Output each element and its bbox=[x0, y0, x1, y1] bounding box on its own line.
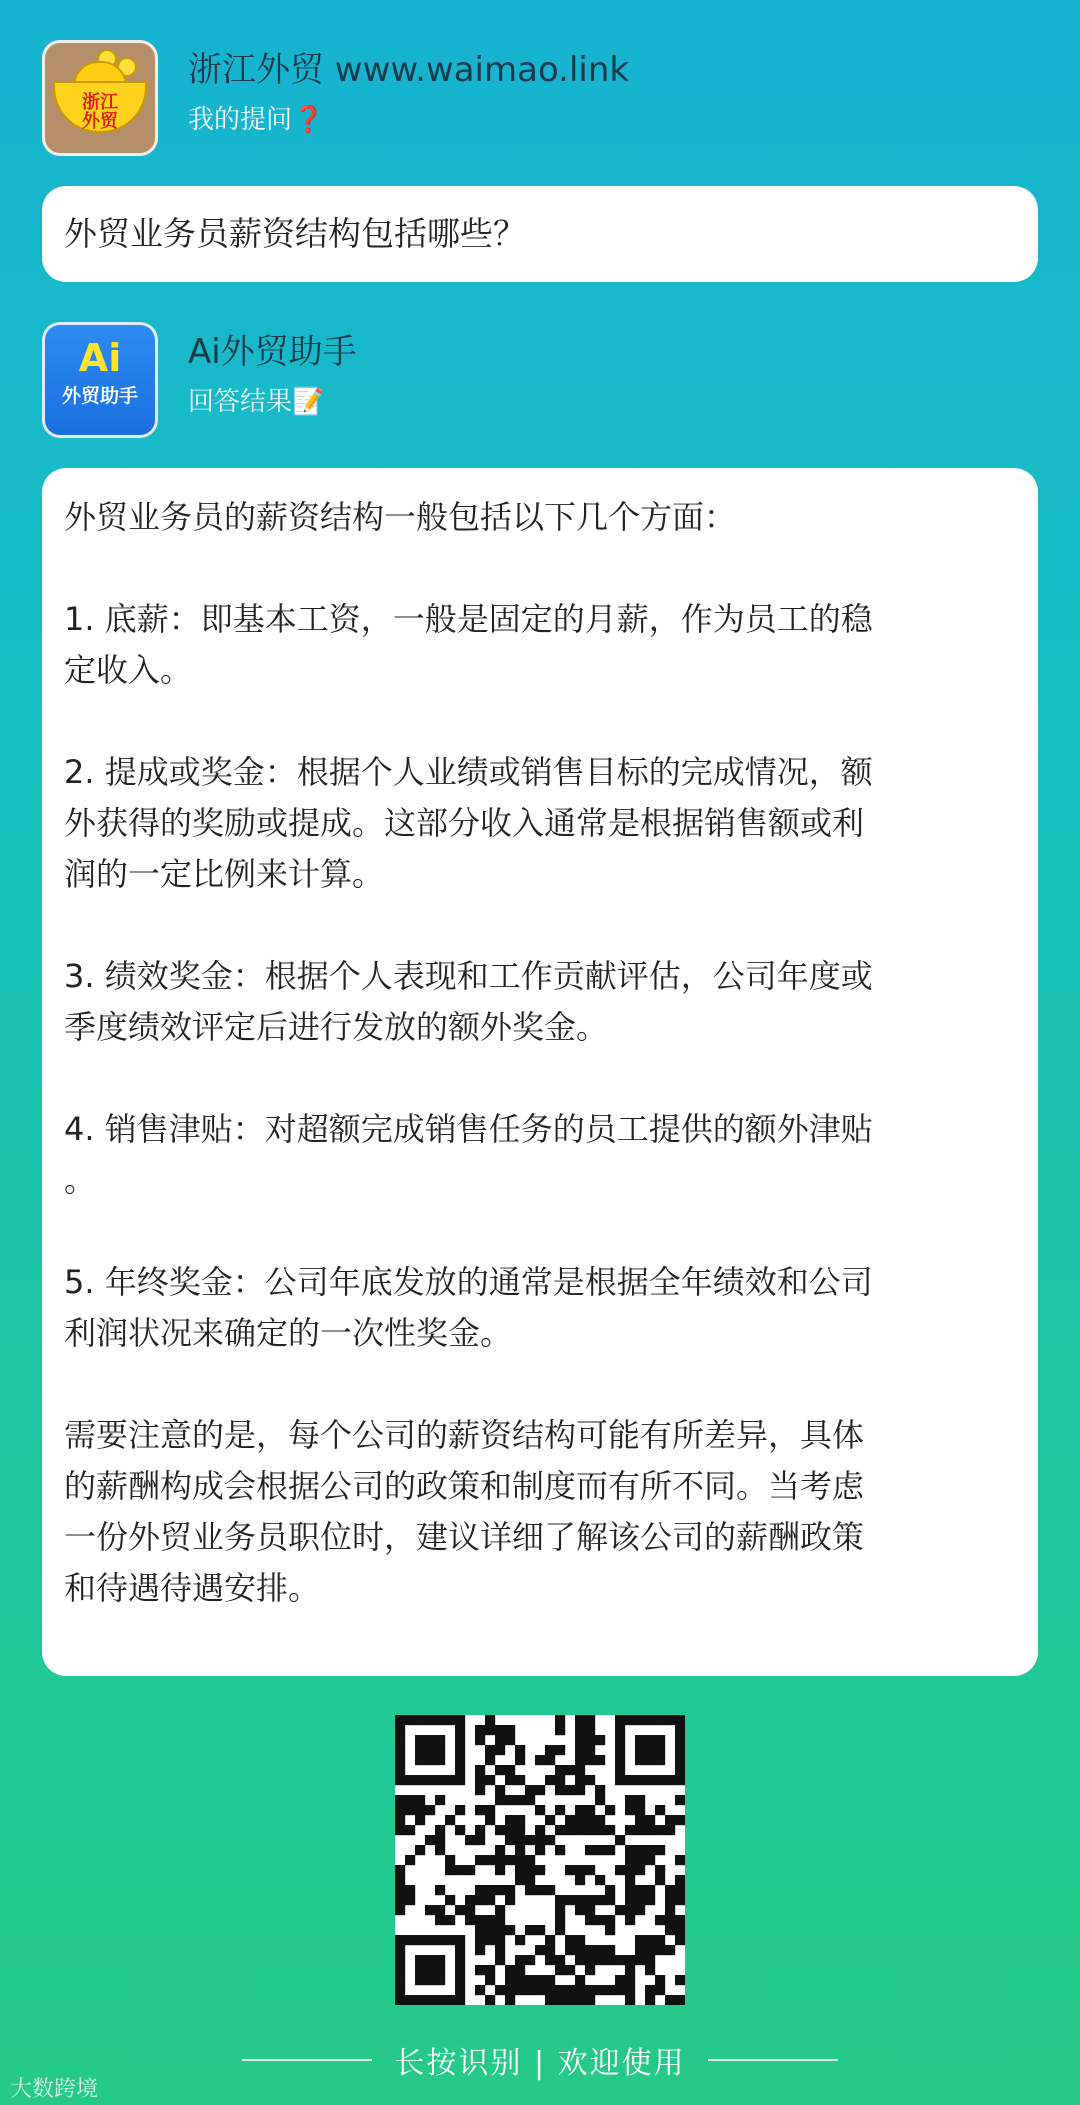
user-avatar-text: 浙江 外贸 bbox=[82, 92, 118, 132]
qr-code-icon bbox=[395, 1715, 685, 2005]
assistant-header bbox=[42, 322, 357, 438]
answer-paragraph: 2. 提成或奖金：根据个人业绩或销售目标的完成情况，额 外获得的奖励或提成。这部分收入通常是根据销售额或利 润的一定比例来计算。 bbox=[64, 753, 873, 893]
user-subtitle: 我的提问❓ bbox=[188, 105, 325, 135]
assistant-subtitle: 回答结果📝 bbox=[188, 387, 325, 417]
question-bubble bbox=[42, 186, 1038, 282]
divider bbox=[708, 2059, 838, 2061]
user-avatar[interactable] bbox=[42, 40, 158, 156]
answer-paragraph: 4. 销售津贴：对超额完成销售任务的员工提供的额外津贴 。 bbox=[64, 1110, 873, 1199]
answer-paragraph: 3. 绩效奖金：根据个人表现和工作贡献评估，公司年度或 季度绩效评定后进行发放的额外奖金。 bbox=[64, 957, 873, 1046]
user-header bbox=[42, 40, 629, 156]
answer-bubble bbox=[42, 468, 1038, 1676]
answer-paragraph: 外贸业务员的薪资结构一般包括以下几个方面： bbox=[64, 498, 737, 536]
answer-paragraph: 1. 底薪：即基本工资，一般是固定的月薪，作为员工的稳 定收入。 bbox=[64, 600, 873, 689]
assistant-avatar-small: 外贸助手 bbox=[61, 385, 138, 407]
answer-paragraph: 5. 年终奖金：公司年底发放的通常是根据全年绩效和公司 利润状况来确定的一次性奖金。 bbox=[64, 1263, 873, 1352]
assistant-name: Ai外贸助手 bbox=[188, 332, 357, 372]
user-name: 浙江外贸 www.waimao.link bbox=[188, 50, 630, 90]
qr-code[interactable] bbox=[395, 1715, 685, 2005]
divider bbox=[242, 2059, 372, 2061]
footer-text: 长按识别 | 欢迎使用 bbox=[394, 2046, 686, 2081]
assistant-avatar[interactable] bbox=[42, 322, 158, 438]
watermark: 大数跨境 bbox=[10, 2077, 99, 2102]
question-text: 外贸业务员薪资结构包括哪些？ bbox=[64, 214, 526, 253]
answer-paragraph: 需要注意的是，每个公司的薪资结构可能有所差异，具体 的薪酬构成会根据公司的政策和制度而有所不同。当考虑 一份外贸业务员职位时，建议详细了解该公司的薪酬政策 和待遇待遇安排。 bbox=[64, 1416, 865, 1607]
assistant-avatar-big: Ai bbox=[78, 336, 122, 380]
footer bbox=[0, 2038, 1080, 2082]
